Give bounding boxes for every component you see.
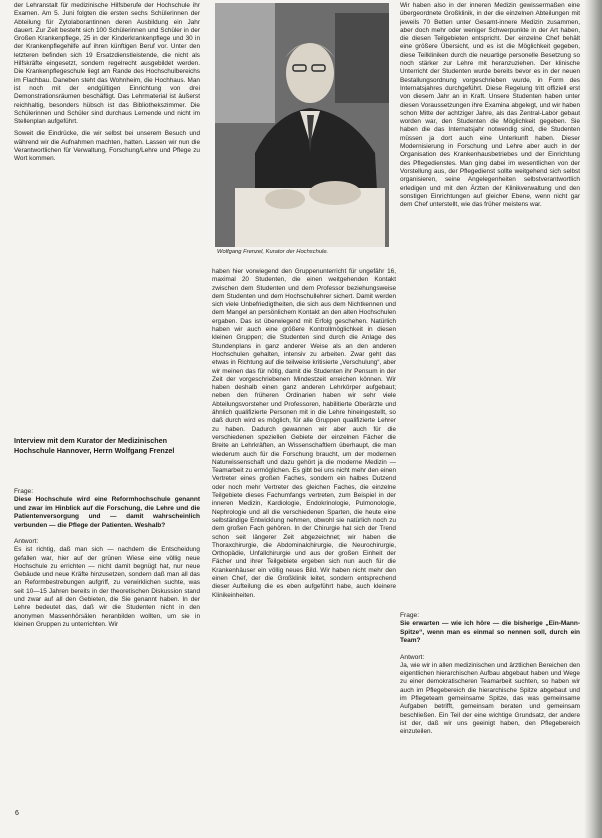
question-label: Frage: <box>14 488 34 495</box>
interview-heading: Interview mit dem Kurator der Medizinischen Hochschule Hannover, Herrn Wolfgang Frenzel <box>14 436 175 455</box>
question-text: Diese Hochschule wird eine Reformhochschule genannt und zwar im Hinblick auf die Forschung, die Lehre und die Patientenversorgung und — damit wahrscheinlich verbunden — die Pflege der Patienten. Weshalb? <box>14 496 200 529</box>
photo-caption: Wolfgang Frenzel, Kurator der Hochschule. <box>217 249 329 255</box>
answer-text: Es ist richtig, daß man sich — nachdem die Entscheidung gefallen war, hier auf der grünen Wiese eine völlig neue Hochschule zu errichten — nicht damit begnügt hat, nur neue Gebäude und neue Kräfte hinzusetzen, sondern daß man all das an Reformbestrebungen aufgriff, zu verwirklichen suchte, was seit 10—15 Jahren bereits in der theoretischen Diskussion stand und zwar auf all den Gebieten, die Sie genannt haben. In der Lehre bedeutet das, daß wir die Studenten nicht in den anonymen Massenhörsälen heranbilden wollten, um sie in kleinen Gruppen zu unterrichten. Wir <box>14 546 200 628</box>
left-column-top <box>14 2 200 302</box>
middle-paragraph: haben hier vorwiegend den Gruppenunterricht für ungefähr 16, maximal 20 Studenten, die einen weitgehenden Kontakt zwischen dem Studenten und dem Professor beziehungsweise dem Studenten und dem Hochschullehrer sichert. Damit werden sich viele Unbefriedigtheiten, die sich aus dem Nichtkennen und dem Mangel an persönlichem Kontakt an den alten Hochschulen ergaben. Das ist überwiegend mit Erfolg geschehen. Natürlich haben wir auch eine größere Kontrollmöglichkeit in diesen kleinen Gruppen; die Studenten sind durch die Anlage des Stundenplans in ganz anderer Weise als an den anderen Hochschulen gehalten, intensiv zu arbeiten. Zwar geht das etwas in Richtung auf die teilweise kritisierte „Verschulung“, aber wir meinen das für nötig, damit die Studenten ihr Pensum in der Zeit der vorgeschriebenen Mindestzeit erreichen können. Wir haben deshalb einen ganz anderen Lehrkörper aufgebaut; neben den früheren Ordinarien haben wir sehr viele Abteilungsvorsteher und Professoren, habilitierte Oberärzte und ähnlich qualifizierte Personen mit in die Lehre hineingestellt, so daß durch wird es möglich, für alle Gruppen qualifizierte Lehrer zu haben. Dadurch gewannen wir aber auch für die verschiedenen speziellen Gebiete der einzelnen Fächer die Breite an Lehrkräften, an Wissenschaftlern überhaupt, die man wiederum auch für die Forschung braucht, um der modernen Naturwissenschaft und dazu gehört ja die moderne Medizin — Teamarbeit zu ermöglichen. Es gibt bei uns nicht mehr den einen Vertreter eines großen Faches, sondern ein halbes Dutzend oder noch mehr Vertreter des gleichen Faches, die einzelne Teilgebiete dieses Fachumfangs vertreten, zum Beispiel in der inneren Medizin, Kardiologie, Endokrinologie, Pulmonologie, Nephrologie und all die verschiedenen Sparten, die heute eine selbständige Entwicklung nehmen, obwohl sie natürlich noch zu dem großen Fach gehören. In der Chirurgie hat sich der Trend schon seit längerer Zeit abgezeichnet; wir haben die Thoraxchirurgie, die Abdominalchirurgie, die Neurochirurgie, Orthopädie, Unfallchirurgie und aus der großen Einheit der Fächer und ihrer Teilgebiete ergeben sich nun auch für die Krankenhäuser ein völlig neues Bild. Wir haben nicht mehr den einen Chef, der die Großklinik leitet, sondern entsprechend dieser Aufteilung die es eben aufgeführt habe, auch kleinere Klinikeinheiten. <box>212 268 396 599</box>
transition-paragraph: Soweit die Eindrücke, die wir selbst bei unserem Besuch und während wir die Aufnahmen machten, hatten. Lassen wir nun die Verantwortlichen für Verwaltung, Forschung/Lehre und Pflege zu Wort kommen. <box>14 130 200 163</box>
portrait-illustration <box>215 3 389 247</box>
answer-label-2: Antwort: <box>400 653 425 661</box>
middle-column <box>212 268 396 808</box>
left-column-interview <box>14 488 200 808</box>
question-text-2: Sie erwarten — wie ich höre — die bisherige „Ein-Mann-Spitze“, wenn man es einmal so nennen soll, durch ein Team? <box>400 620 580 645</box>
intro-paragraph: der Lehranstalt für medizinische Hilfsberufe der Hochschule ihr Examen. Am 5. Juni folgten die ersten sechs Schülerinnen der Abteilung für Zytolaborantinnen deren Ausbildung ein Jahr dauert. Zur Zeit besteht sich 100 Schülerinnen und Schüler in der Großen Krankenpflege, 25 in der Kinderkrankenpflege und 30 in der Krankenpflegehilfe auf ihren künftigen Beruf vor. Unter den letzteren befinden sich 19 Ersatzdienstleistende, die nicht als Hilfskräfte eingesetzt, sondern regelrecht ausgebildet werden. Die Krankenpflegeschule liegt am Rande des Hochschulbereichs im Flachbau. Daneben steht das Wohnheim, die Hochhaus. Man ist noch mit der endgültigen Einrichtung von drei Demonstrationsräumen beschäftigt. Das Lehrmaterial ist äußerst reichhaltig, besonders hübsch ist das Bibliothekszimmer. Die Schülerinnen und Schüler sind durchaus Lernende und nicht im Stellenplan aufgeführt. <box>14 2 200 126</box>
page-number: 6 <box>15 810 19 817</box>
answer-text-2: Ja, wie wir in allen medizinischen und ärztlichen Bereichen den eigentlichen hierarchischen Aufbau abgebaut haben und Wege zu einer demokratischeren Teamarbeit suchten, so haben wir auch im Pflegebereich die hierarchische Spitze abgebaut und im Pflegeteam gemeinsame Spitze, das was gemeinsame Aufgaben betrifft, gemeinsam beraten und gemeinsam beschließen. Ein Teil der eine wichtige Grundsatz, der andere ist der, daß wir uns geeinigt haben, den Pflegebereich einzuteilen. <box>400 661 580 736</box>
right-paragraph: Wir haben also in der inneren Medizin gewissermaßen eine übergeordnete Großklinik, in der die einzelnen Abteilungen mit jeweils 70 Betten unter Gesamt-innere Medizin zusammen, aber doch mehr oder weniger Schwerpunkte in der Art haben, die diesen Teilgebieten entspricht. Der einzelne Chef behält eine größere Übersicht, und es ist die Möglichkeit gegeben, diese Teilkliniken durch die neuartige personelle Besetzung so noch stärker zur Lehre mit heranzuziehen. Der klinische Unterricht der Studenten wurde bereits bevor es in der neuen Bestallungsordnung vorgeschrieben wurde, in Form des Internatsjahres durchgeführt. Diese Regelung tritt offiziell erst von diesem Jahr an in Kraft. Unsere Studenten haben unter diesen Voraussetzungen ihre Examina abgelegt, und wir haben schon Mitte der achtziger Jahre, als das Zentral-Labor gebaut worden war, den Studenten die Möglichkeit gegeben. Sie haben die das Internatsjahr notwendig sind, die Studenten müssen ja dort auch eine Unterkunft haben. Dieser Modernisierung in Forschung und Lehre aber auch in der Organisation des Krankenhausbetriebes und der Einrichtung des Pflegedienstes. Man ging dabei im wesentlichen von der Vorstellung aus, der Pflegedienst sollte weitgehend sich selbst organisieren, seine Angelegenheiten selbstverantwortlich erledigen und mit den Ärzten der Klinikverwaltung und den sonstigen Einrichtungen auf gleicher Ebene, wenn nicht gar dem Chef unterstellt, wie das früher meistens war. <box>400 2 580 209</box>
right-column-top <box>400 2 580 577</box>
answer-label: Antwort: <box>14 537 39 545</box>
page-edge-shadow <box>584 0 602 838</box>
portrait-photo <box>215 3 389 247</box>
question-label-2: Frage: <box>400 612 420 619</box>
right-column-interview <box>400 612 580 812</box>
